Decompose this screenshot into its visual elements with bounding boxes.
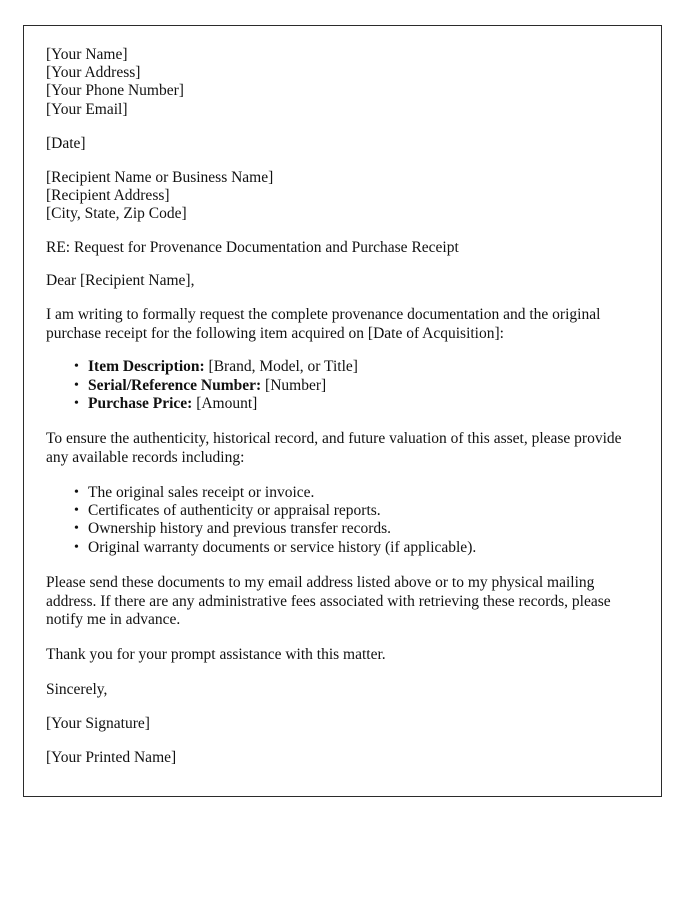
spacer [46, 699, 624, 715]
spacer [46, 557, 624, 574]
letter-content [46, 46, 624, 767]
recipient-address-block [46, 169, 624, 224]
recipient-address: [Recipient Address] [46, 187, 170, 205]
list-item: • Original warranty documents or service history (if applicable). [88, 539, 624, 557]
list-item [88, 377, 624, 395]
item-details-list [46, 358, 624, 413]
spacer [46, 290, 624, 306]
serial-reference-label: Serial/Reference Number: [88, 376, 262, 394]
printed-name-block [46, 749, 624, 767]
records-list [46, 484, 624, 558]
sender-name: [Your Name] [46, 46, 128, 63]
date-line: [Date] [46, 134, 86, 152]
sender-address: [Your Address] [46, 64, 141, 82]
recipient-city-state-zip: [City, State, Zip Code] [46, 205, 187, 223]
document-page [23, 25, 662, 797]
subject-block [46, 239, 624, 257]
spacer [46, 224, 624, 239]
purchase-price-value: [Amount] [196, 395, 258, 413]
serial-reference-value: [Number] [265, 376, 327, 394]
delivery-paragraph: Please send these documents to my email address listed above or to my physical mailing address. If there are any administrative fees associated with retrieving these records, please notify me in advance. [46, 574, 611, 629]
sender-address-block [46, 46, 624, 119]
spacer [46, 665, 624, 681]
recipient-name: [Recipient Name or Business Name] [46, 169, 274, 187]
spacer [46, 153, 624, 169]
date-block [46, 135, 624, 153]
list-item: • The original sales receipt or invoice. [88, 484, 624, 502]
salutation-block [46, 272, 624, 290]
sender-phone: [Your Phone Number] [46, 82, 184, 100]
list-item: • Certificates of authenticity or appraisal reports. [88, 502, 624, 520]
spacer [46, 468, 624, 484]
sender-email: [Your Email] [46, 100, 128, 118]
intro-paragraph: I am writing to formally request the complete provenance documentation and the original purchase receipt for the following item acquired on [Date of Acquisition]: [46, 306, 601, 342]
closing-block [46, 681, 624, 699]
printed-name-line: [Your Printed Name] [46, 749, 177, 767]
salutation: Dear [Recipient Name], [46, 271, 195, 289]
spacer [46, 343, 624, 358]
spacer [46, 630, 624, 646]
list-item [88, 395, 624, 413]
subject-line: RE: Request for Provenance Documentation and Purchase Receipt [46, 238, 459, 256]
purchase-price-label: Purchase Price: [88, 395, 193, 413]
item-description-label: Item Description: [88, 358, 205, 376]
spacer [46, 413, 624, 430]
item-description-value: [Brand, Model, or Title] [208, 358, 358, 376]
thanks-paragraph: Thank you for your prompt assistance with this matter. [46, 646, 386, 664]
list-item [88, 358, 624, 376]
signature-line: [Your Signature] [46, 714, 150, 732]
spacer [46, 733, 624, 749]
spacer [46, 257, 624, 272]
signature-block [46, 715, 624, 733]
list-item: • Ownership history and previous transfer records. [88, 520, 624, 538]
closing-line: Sincerely, [46, 680, 108, 698]
records-paragraph: To ensure the authenticity, historical record, and future valuation of this asset, please provide any available records including: [46, 430, 622, 467]
spacer [46, 119, 624, 135]
